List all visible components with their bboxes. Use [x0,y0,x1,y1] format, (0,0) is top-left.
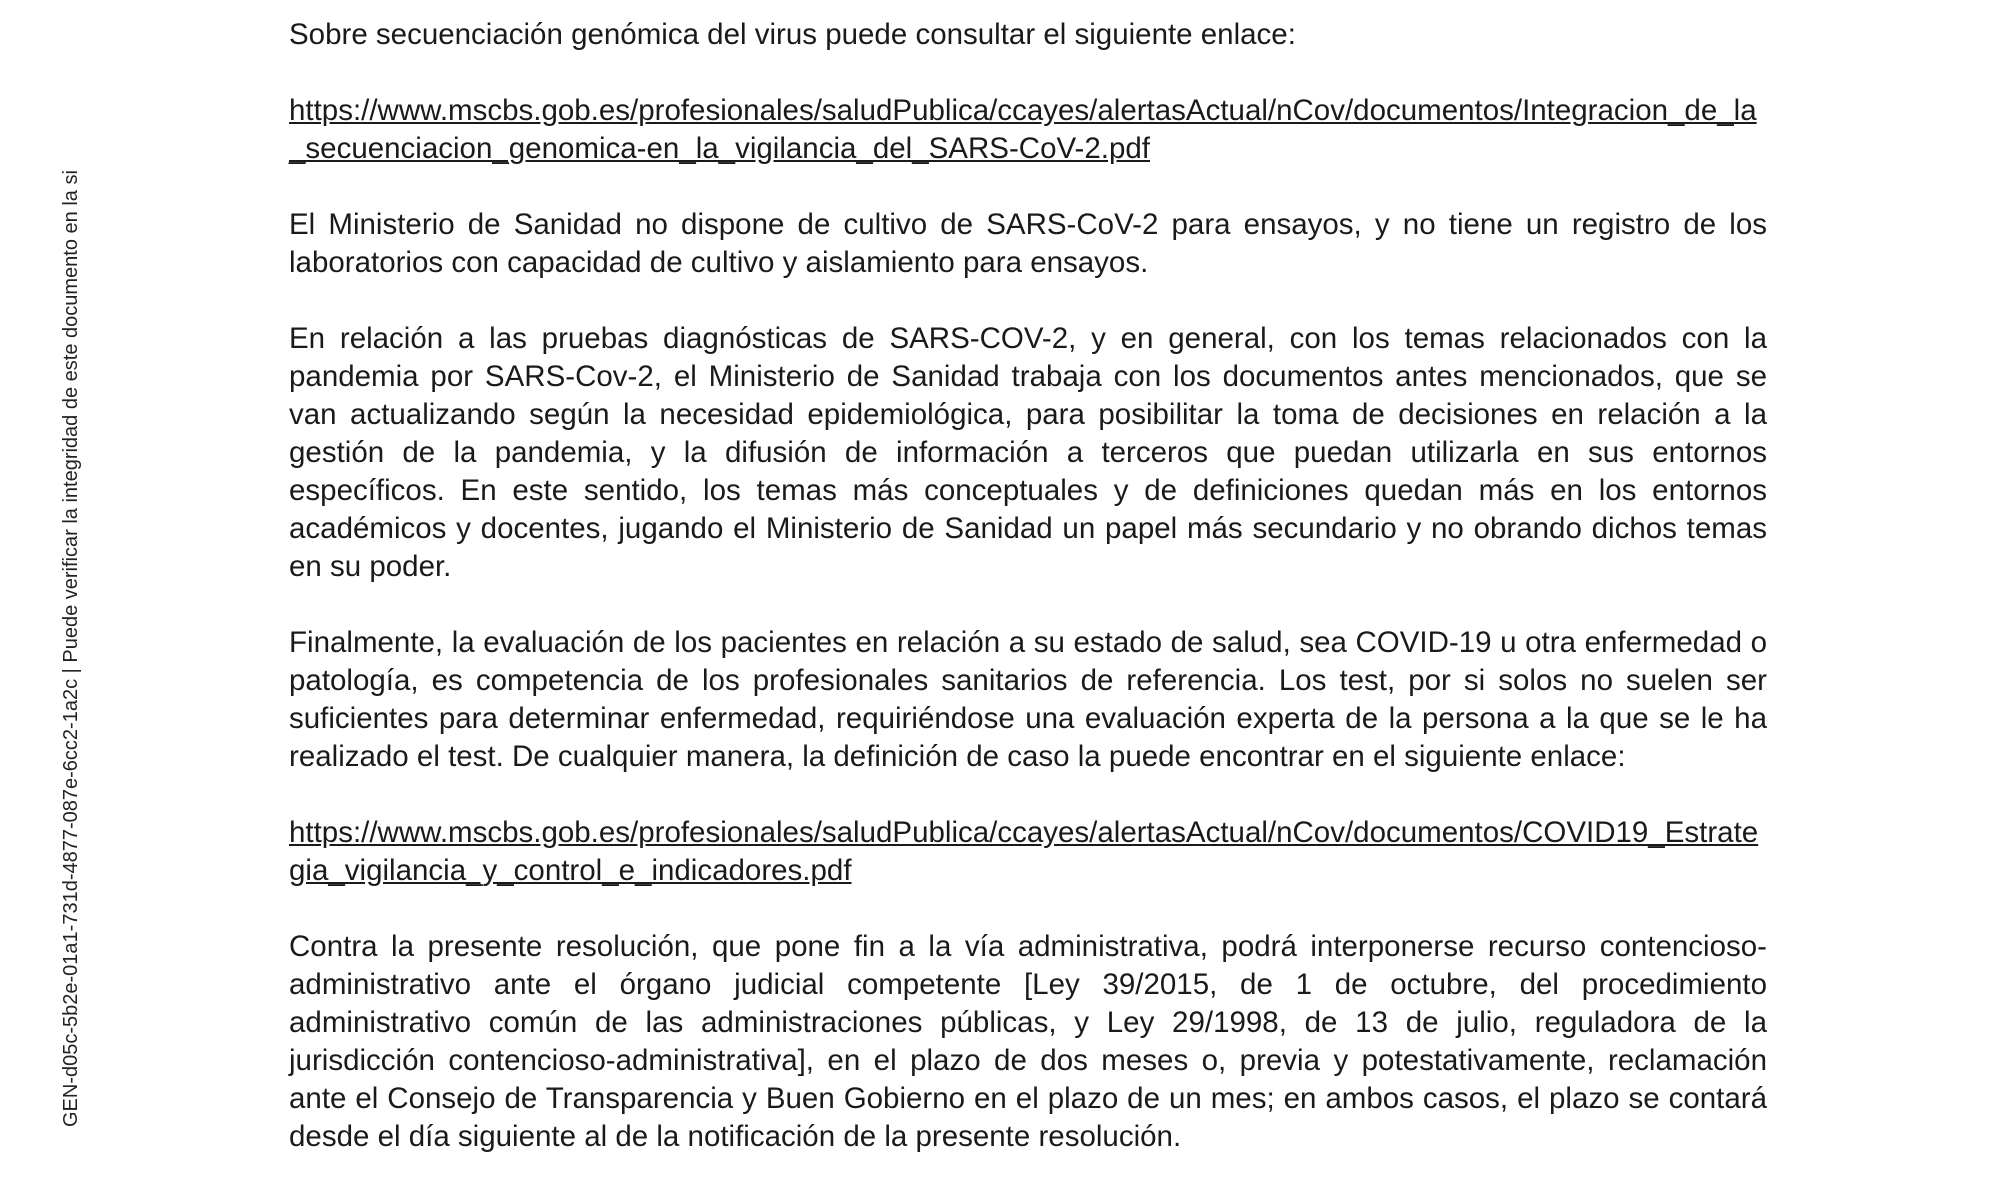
paragraph-patient-evaluation: Finalmente, la evaluación de los pacientes en relación a su estado de salud, sea COVID-19 u otra enfermedad o patología, es competencia de los profesionales sanitarios de referencia. Los test, por si solos no suelen ser suficientes para determinar enfermedad, requiriéndose una evaluación experta de la persona a la que se le ha realizado el test. De cualquier manera, la definición de caso la puede encontrar en el siguiente enlace: [289,626,1767,773]
paragraph-appeal-notice: Contra la presente resolución, que pone fin a la vía administrativa, podrá interponerse recurso contencioso-administrativo ante el órgano judicial competente [Ley 39/2015, de 1 de octubre, del procedimiento administrativo común de las administraciones públicas, y Ley 29/1998, de 13 de julio, reguladora de la jurisdicción contencioso-administrativa], en el plazo de dos meses o, previa y potestativamente, reclamación ante el Consejo de Transparencia y Buen Gobierno en el plazo de un mes; en ambos casos, el plazo se contará desde el día siguiente al de la notificación de la presente resolución. [289,930,1767,1153]
document-body [289,16,1767,1194]
verification-margin-text: GEN-d05c-5b2e-01a1-731d-4877-087e-6cc2-1a2c | Puede verificar la integridad de este documento en la si [60,170,82,1127]
paragraph-sequencing-intro: Sobre secuenciación genómica del virus puede consultar el siguiente enlace: [289,18,1296,51]
link-genomic-sequencing-pdf[interactable]: https://www.mscbs.gob.es/profesionales/saludPublica/ccayes/alertasActual/nCov/documentos/Integracion_de_la_secuenciacion_genomica-en_la_vigilancia_del_SARS-CoV-2.pdf [289,94,1757,165]
paragraph-culture-registry: El Ministerio de Sanidad no dispone de cultivo de SARS-CoV-2 para ensayos, y no tiene un registro de los laboratorios con capacidad de cultivo y aislamiento para ensayos. [289,208,1767,279]
paragraph-diagnostic-tests: En relación a las pruebas diagnósticas de SARS-COV-2, y en general, con los temas relacionados con la pandemia por SARS-Cov-2, el Ministerio de Sanidad trabaja con los documentos antes mencionados, que se van actualizando según la necesidad epidemiológica, para posibilitar la toma de decisiones en relación a la gestión de la pandemia, y la difusión de información a terceros que puedan utilizarla en sus entornos específicos. En este sentido, los temas más conceptuales y de definiciones quedan más en los entornos académicos y docentes, jugando el Ministerio de Sanidad un papel más secundario y no obrando dichos temas en su poder. [289,322,1767,583]
link-surveillance-strategy-pdf[interactable]: https://www.mscbs.gob.es/profesionales/saludPublica/ccayes/alertasActual/nCov/documentos/COVID19_Estrategia_vigilancia_y_control_e_indicadores.pdf [289,816,1759,887]
